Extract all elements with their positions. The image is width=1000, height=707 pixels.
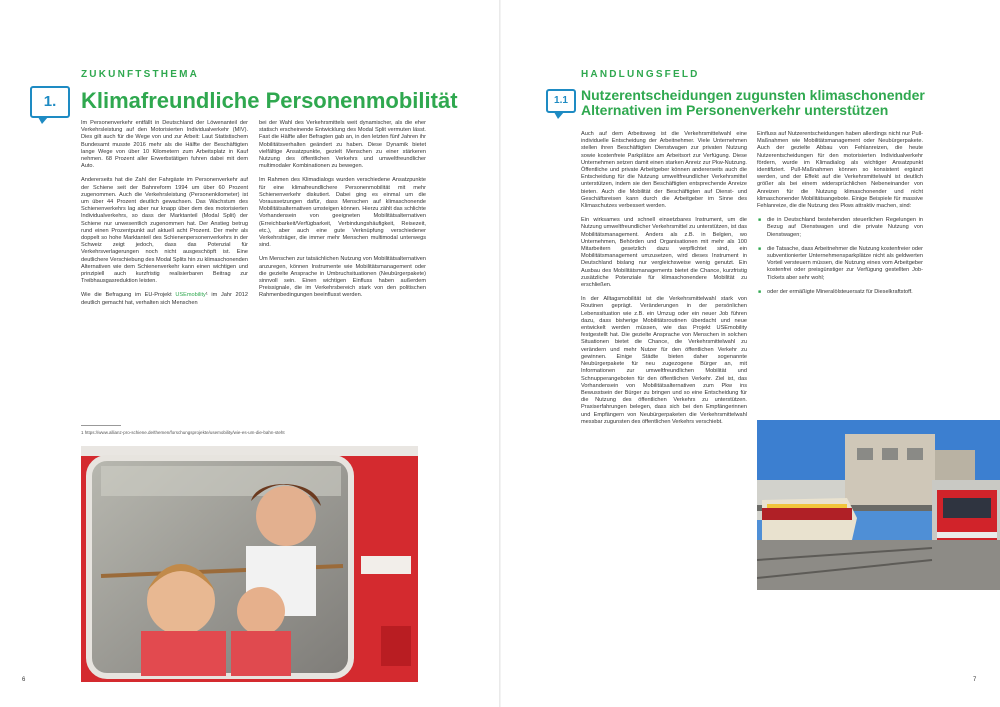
text-span: ¹ im Jahr 2012 deutlich gemacht hat, verhalten sich Menschen <box>81 292 248 306</box>
paragraph <box>81 292 248 306</box>
paragraph: Um Menschen zur tatsächlichen Nutzung von Mobilitätsalternativen anzuregen, können Instrumente wie Mobilitätsmanagement oder die gezielte Ansprache in Umbruchsituationen (Neubürgerpakete) sinnvoll sein. Einen wichtigen Einfluss haben außerdem Preissignale, die im Verkehrsbereich stark von den politischen Rahmenbedingungen beeinflusst werden. <box>259 256 426 299</box>
left-column-2 <box>259 120 426 307</box>
right-column-2 <box>757 131 923 303</box>
paragraph: Im Personenverkehr entfällt in Deutschland der Löwenanteil der Verkehrsleistung auf den Motorisierten Individualverkehr (MIV). Dies gilt auch für die Wege von und zur Arbeit: Laut Statistischem Bundesamt musste 2016 mehr als die Hälfte der Beschäftigten lange Wege von über 10 Kilometern zum Arbeitsplatz in Kauf nehmen. 68 Prozent aller Erwerbstätigen fuhren dabei mit dem Auto. <box>81 120 248 170</box>
section-number-badge <box>546 89 576 113</box>
footnote: 1 https://www.allianz-pro-schiene.de/themen/forschungsprojekte/usemobility/wie-es-um-die-bahn-steht <box>81 430 285 435</box>
page-gutter <box>499 0 501 707</box>
list-item: ■ die Tatsache, dass Arbeitnehmer die Nutzung kostenfreier oder subventionierter Unternehmensparkplätze nicht als geldwerten Vorteil versteuern müssen, die Nutzung eines vom Arbeitgeber kostenfrei oder preisgünstiger zur Verfügung gestellten Job-Tickets aber sehr wohl; <box>767 246 923 282</box>
right-page-title <box>581 88 925 119</box>
right-page-number: 7 <box>973 677 977 683</box>
paragraph: Ein wirksames und schnell einsetzbares Instrument, um die Nutzung umweltfreundlicher Verkehrsmittel zu unterstützen, ist das Mobilitätsmanagement. Anders als z.B. in Belgien, wo Unternehmen, Behörden und Organisationen mit mehr als 100 Mitarbeitern gesetzlich dazu verpflichtet sind, ein Mobilitätsmanagement umzusetzen, wird dieses Instrument in Deutschland bislang nur vergleichsweise wenig genutzt. Ein Ausbau des Mobilitätsmanagements bietet die Chance, kurzfristig zusätzliche Potenziale für klimaschonendere Mobilität zu erschließen. <box>581 217 747 289</box>
left-kicker: ZUKUNFTSTHEMA <box>81 69 200 80</box>
left-page-number: 6 <box>22 677 26 683</box>
right-column-1 <box>581 131 747 433</box>
paragraph: Einfluss auf Nutzerentscheidungen haben allerdings nicht nur Pull-Maßnahmen wie Mobilitätsmanagement oder Neubürgerpakete. Auch der gezielte Abbau von Fehlanreizen, die heute Nutzerentscheidungen für den motorisierten Individualverkehr fördern, wurde im Klimadialog als wichtiger Ansatzpunkt identifiziert. Pull-Maßnahmen können so konsistent ergänzt werden, und der Effekt auf die Verkehrsmittelwahl ist deutlich größer als bei einem widersprüchlichen Nebeneinander von Anreizen für die Nutzung klimaschonender und nicht klimaschonender Mobilitätsangebote. Einige Beispiele für massive Fehlanreize, die die Nutzung des Pkws attraktiv machen, sind: <box>757 131 923 210</box>
chapter-number-badge <box>30 86 70 118</box>
train-window-family-photo <box>81 446 418 682</box>
left-column-1 <box>81 120 248 314</box>
right-kicker: HANDLUNGSFELD <box>581 69 700 80</box>
usemobility-link[interactable]: USEmobility <box>175 292 206 299</box>
title-line-1: Nutzerentscheidungen zugunsten klimaschonender <box>581 87 925 103</box>
paragraph: bei der Wahl des Verkehrsmittels weit dynamischer, als die eher statisch erscheinende Entwicklung des Modal Split vermuten lässt. Fast die Hälfte aller Befragten gab an, in den letzten fünf Jahren ihr Mobilitätsverhalten geändert zu haben. Diese Dynamik bietet vielfältige Ansatzpunkte, gezielt Menschen zu einer stärkeren Nutzung des öffentlichen Verkehrs und umweltfreundlicher multimodaler Kombinationen zu bewegen. <box>259 120 426 170</box>
list-item: ■ die in Deutschland bestehenden steuerlichen Regelungen in Bezug auf Dienstwagen und die private Nutzung von Dienstwagen; <box>767 217 923 239</box>
left-page-title: Klimafreundliche Personenmobilität <box>81 88 458 113</box>
footnote-rule <box>81 425 121 426</box>
title-line-2: Alternativen im Personenverkehr unterstützen <box>581 102 889 119</box>
section-number: 1.1 <box>554 95 568 106</box>
station-trains-photo <box>757 420 1000 590</box>
photo-illustration <box>757 420 1000 590</box>
text-span: Wie die Befragung im EU-Projekt <box>81 292 176 299</box>
paragraph: In der Alltagsmobilität ist die Verkehrsmittelwahl stark von Routinen geprägt. Veränderungen in der persönlichen Lebenssituation wie z.B. ein Umzug oder ein neuer Job führen dazu, dass bisherige Mobilitätsroutinen überdacht und neue entwickelt werden müssen, wie das Projekt USEmobility festgestellt hat. Die gezielte Ansprache von Menschen in solchen Situationen bietet die Chance, die Verkehrsmittelwahl zu verändern und mehr Nutzer für den öffentlichen Verkehr zu gewinnen. Einige Städte bieten daher sogenannte Neubürgerpakete für neu zugezogene Bürger an, mit Informationen zur umweltfreundlichen Mobilität und Schnupperangeboten für den öffentlichen Verkehr. Ziel ist, das Vorhandensein von Mobilitätsalternativen zum Pkw ins Bewusstsein der Bürger zu bringen und so eine Entscheidung für die Nutzung des öffentlichen Verkehrs zu unterstützen. Praxiserfahrungen belegen, dass sich bei den Empfängerinnen und Empfängern von Neubürgerpaketen die Verkehrsmittelwahl messbar zugunsten des öffentlichen Verkehrs verschiebt. <box>581 296 747 425</box>
paragraph: Auch auf dem Arbeitsweg ist die Verkehrsmittelwahl eine individuelle Entscheidung der Arbeitnehmer. Viele Unternehmen stellen ihren Beschäftigten Dienstwagen zur privaten Nutzung sowie kostenfreie Parkplätze am Arbeitsort zur Verfügung. Diese Unternehmen setzen damit einen starken Anreiz zur Pkw-Nutzung. Öffentliche und private Arbeitgeber können andererseits auch die Entscheidung für die Nutzung umweltfreundlicher Verkehrsmittel unterstützen, indem sie den Beschäftigten entsprechende Anreize bieten. Auch die Mobilität der Beschäftigten auf Dienst- und Geschäftsreisen kann durch die Arbeitgeber im Sinne des Klimaschutzes verbessert werden. <box>581 131 747 210</box>
paragraph: Andererseits hat die Zahl der Fahrgäste im Personenverkehr auf der Schiene seit der Bahnreform 1994 um über 60 Prozent zugenommen. Auch die Verkehrsleistung (Personenkilometer) ist um über 44 Prozent deutlich gewachsen. Das Wachstum des Schienenverkehrs lag aber nur knapp über dem des motorisierten Individualverkehrs, so dass der Marktanteil (Modal Split) der Schiene nur unwesentlich zugenommen hat. Der Anstieg betrug rund einen Prozentpunkt auf aktuell acht Prozent. Der mehr als doppelt so hohe Marktanteil des Schienenpersonenverkehrs in der Schweiz zeigt jedoch, dass das Potenzial für Verkehrsverlagerungen noch nicht ausgeschöpft ist. Eine deutlichere Verschiebung des Modal Splits hin zu klimaschonenden Alternativen wie dem Schienenverkehr kann einen wichtigen und prinzipiell auch kurzfristig realisierbaren Beitrag zur Treibhausgasreduktion leisten. <box>81 177 248 285</box>
chapter-number: 1. <box>43 93 57 110</box>
fehlanreize-list <box>757 217 923 296</box>
paragraph: Im Rahmen des Klimadialogs wurden verschiedene Ansatzpunkte für eine klimafreundlichere Personenmobilität mit mehr Schienenverkehr diskutiert. Dabei ging es einmal um die Voraussetzungen dafür, dass Menschen auf klimaschonende Mobilitätsalternativen umsteigen können. Hierzu zählt das schlichte Vorhandensein von geeigneten Mobilitätsalternativen (Erreichbarkeit/Verfügbarkeit, Verbindungshäufigkeit, Reisezeit, etc.), aber auch eine gute Verknüpfung verschiedener Verkehrsträger, die immer mehr Menschen multimodal unterwegs sind. <box>259 177 426 249</box>
photo-illustration <box>81 446 418 682</box>
list-item: ■ oder der ermäßigte Mineralölsteuersatz für Dieselkraftstoff. <box>767 289 923 296</box>
